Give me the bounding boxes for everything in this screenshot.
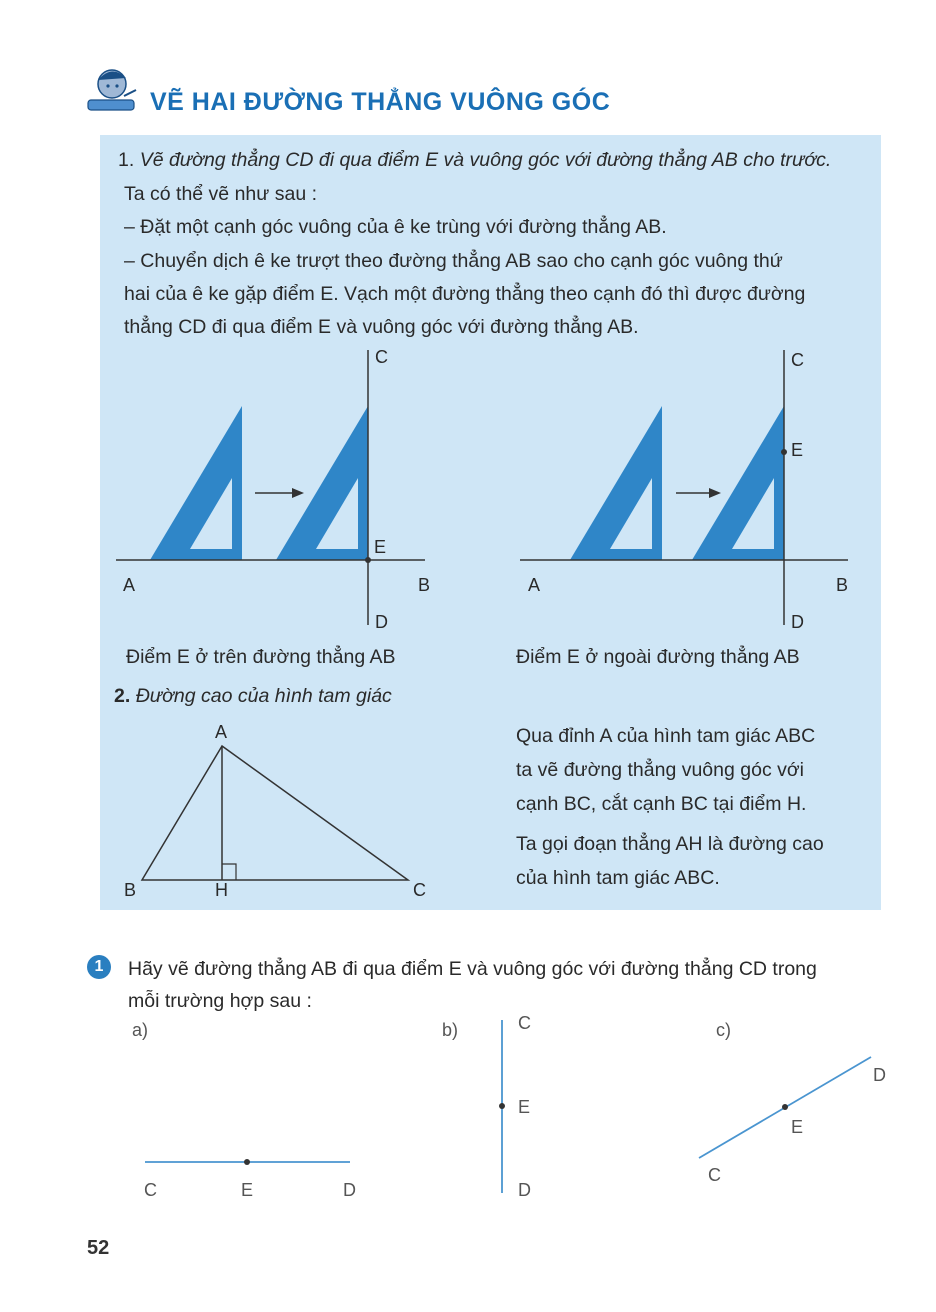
page-number: 52	[87, 1237, 110, 1259]
page-title: VẼ HAI ĐƯỜNG THẲNG VUÔNG GÓC	[150, 88, 611, 116]
case-a-label-c: C	[144, 1180, 157, 1200]
exercise-number-badge: 1	[87, 955, 111, 979]
section2-text-line3: cạnh BC, cắt cạnh BC tại điểm H.	[516, 793, 807, 815]
triangle-label-b: B	[124, 880, 137, 900]
fig-left-label-b: B	[418, 575, 431, 595]
section2-text-line1: Qua đỉnh A của hình tam giác ABC	[516, 725, 816, 747]
exercise-line2: mỗi trường hợp sau :	[128, 990, 312, 1012]
case-a-label: a)	[132, 1020, 149, 1040]
triangle-abc	[142, 746, 408, 880]
case-a-label-d: D	[343, 1180, 356, 1200]
section2-text-line4: Ta gọi đoạn thẳng AH là đường cao	[516, 833, 824, 855]
case-c-label-e: E	[791, 1117, 804, 1137]
exercise-b-line	[499, 1020, 505, 1193]
fig-left-label-d: D	[375, 612, 388, 632]
figure-left	[116, 350, 425, 625]
fig-left-label-a: A	[123, 575, 136, 595]
section1-number: 1.	[118, 149, 135, 171]
section2-text-line5: của hình tam giác ABC.	[516, 867, 720, 889]
fig-left-label-e: E	[374, 537, 387, 557]
fig-left-caption: Điểm E ở trên đường thẳng AB	[126, 646, 396, 668]
section2-number: 2.	[114, 685, 131, 707]
exercise-c-line	[699, 1057, 871, 1158]
case-b-label-d: D	[518, 1180, 531, 1200]
fig-right-label-a: A	[528, 575, 541, 595]
triangle-label-c: C	[413, 880, 426, 900]
fig-right-label-b: B	[836, 575, 849, 595]
section1-step2-line3: thẳng CD đi qua điểm E và vuông góc với đường thẳng AB.	[124, 316, 639, 338]
section1-title: Vẽ đường thẳng CD đi qua điểm E và vuông góc với đường thẳng AB cho trước.	[139, 149, 832, 171]
case-c-label-c: C	[708, 1165, 721, 1185]
section2-text-line2: ta vẽ đường thẳng vuông góc với	[516, 759, 804, 781]
figure-right	[520, 350, 848, 625]
case-a-label-e: E	[241, 1180, 254, 1200]
case-c-label-d: D	[873, 1065, 886, 1085]
case-c-label: c)	[716, 1020, 731, 1040]
exercise-line1: Hãy vẽ đường thẳng AB đi qua điểm E và vuông góc với đường thẳng CD trong	[128, 958, 817, 980]
fig-right-label-c: C	[791, 350, 804, 370]
case-b-label-e: E	[518, 1097, 531, 1117]
triangle-label-h: H	[215, 880, 228, 900]
case-b-label-c: C	[518, 1013, 531, 1033]
fig-right-label-d: D	[791, 612, 804, 632]
fig-right-caption: Điểm E ở ngoài đường thẳng AB	[516, 646, 800, 668]
section1-step2-line1: – Chuyển dịch ê ke trượt theo đường thẳng AB sao cho cạnh góc vuông thứ	[124, 250, 783, 272]
fig-right-label-e: E	[791, 440, 804, 460]
section1-step1: – Đặt một cạnh góc vuông của ê ke trùng với đường thẳng AB.	[124, 216, 667, 238]
section2-heading	[114, 680, 392, 713]
exercise-a-line	[145, 1159, 350, 1165]
section1-intro: Ta có thể vẽ như sau :	[124, 183, 318, 205]
case-b-label: b)	[442, 1020, 459, 1040]
section1-step2-line2: hai của ê ke gặp điểm E. Vạch một đường thẳng theo cạnh đó thì được đường	[124, 283, 806, 305]
triangle-label-a: A	[215, 722, 228, 742]
section2-title: Đường cao của hình tam giác	[135, 685, 392, 707]
fig-left-label-c: C	[375, 347, 388, 367]
